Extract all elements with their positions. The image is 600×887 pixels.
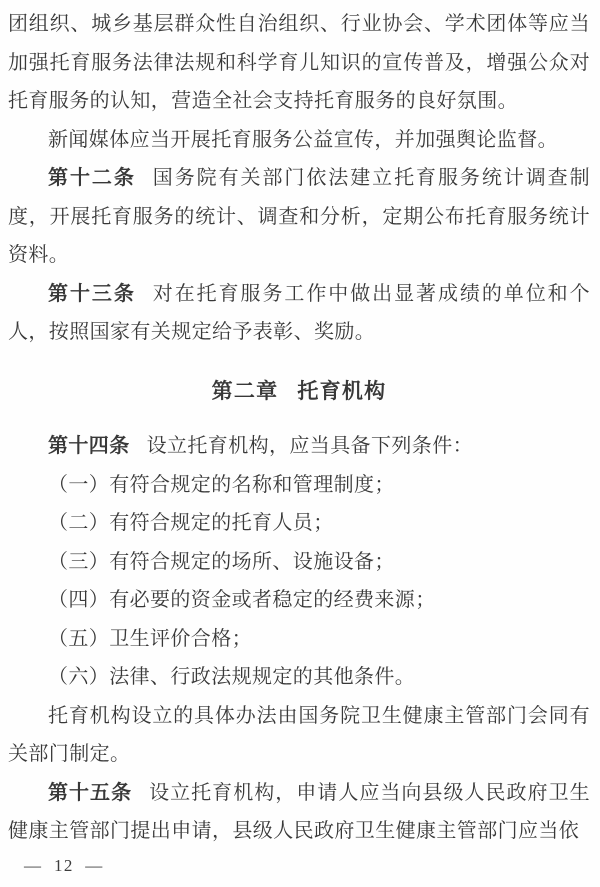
condition-item-6-text: （六）法律、行政法规规定的其他条件。 (48, 666, 416, 688)
article-13-label: 第十三条 (48, 282, 136, 305)
article-15-label: 第十五条 (48, 781, 133, 804)
article-13-text: 对在托育服务工作中做出显著成绩的单位和个人，按照国家有关规定给予表彰、奖励。 (8, 282, 591, 343)
condition-item-4-text: （四）有必要的资金或者稳定的经费来源； (48, 589, 436, 611)
condition-item-5-text: （五）卫生评价合格； (48, 627, 252, 650)
article-15-text: 设立托育机构，申请人应当向县级人民政府卫生健康主管部门提出申请，县级人民政府卫生健康主管部门应当依 (8, 781, 590, 842)
article-12-text: 国务院有关部门依法建立托育服务统计调查制度，开展托育服务的统计、调查和分析，定期公布托育服务统计资料。 (8, 167, 591, 266)
condition-item-3-text: （三）有符合规定的场所、设施设备； (48, 550, 395, 573)
article-12-label: 第十二条 (48, 167, 136, 189)
page-number: — 12 — (24, 856, 104, 875)
condition-item-3 (8, 543, 590, 582)
condition-item-1 (8, 466, 590, 505)
article-14-text: 设立托育机构，应当具备下列条件： (146, 435, 474, 457)
condition-item-6 (8, 658, 590, 697)
article-14-label: 第十四条 (48, 435, 130, 457)
continuation-paragraph-text: 团组织、城乡基层群众性自治组织、行业协会、学术团体等应当加强托育服务法律法规和科学育儿知识的宣传普及，增强公众对托育服务的认知，营造全社会支持托育服务的良好氛围。 (8, 13, 590, 112)
condition-item-1-text: （一）有符合规定的名称和管理制度； (48, 473, 395, 496)
condition-item-2-text: （二）有符合规定的托育人员； (48, 512, 334, 534)
media-publicity-paragraph (8, 121, 590, 160)
chapter-2-title: 托育机构 (297, 378, 387, 403)
method-paragraph-text: 托育机构设立的具体办法由国务院卫生健康主管部门会同有关部门制定。 (8, 704, 590, 765)
media-publicity-paragraph-text: 新闻媒体应当开展托育服务公益宣传，并加强舆论监督。 (48, 128, 558, 151)
article-12 (8, 159, 590, 275)
condition-item-4 (8, 581, 590, 620)
article-15 (8, 774, 590, 851)
condition-item-5 (8, 620, 590, 659)
condition-item-2 (8, 504, 590, 543)
chapter-2-heading (8, 372, 590, 411)
continuation-paragraph (8, 5, 590, 121)
method-paragraph (8, 697, 590, 774)
article-14 (8, 427, 590, 466)
article-13 (8, 275, 590, 352)
chapter-2-number: 第二章 (211, 378, 279, 403)
